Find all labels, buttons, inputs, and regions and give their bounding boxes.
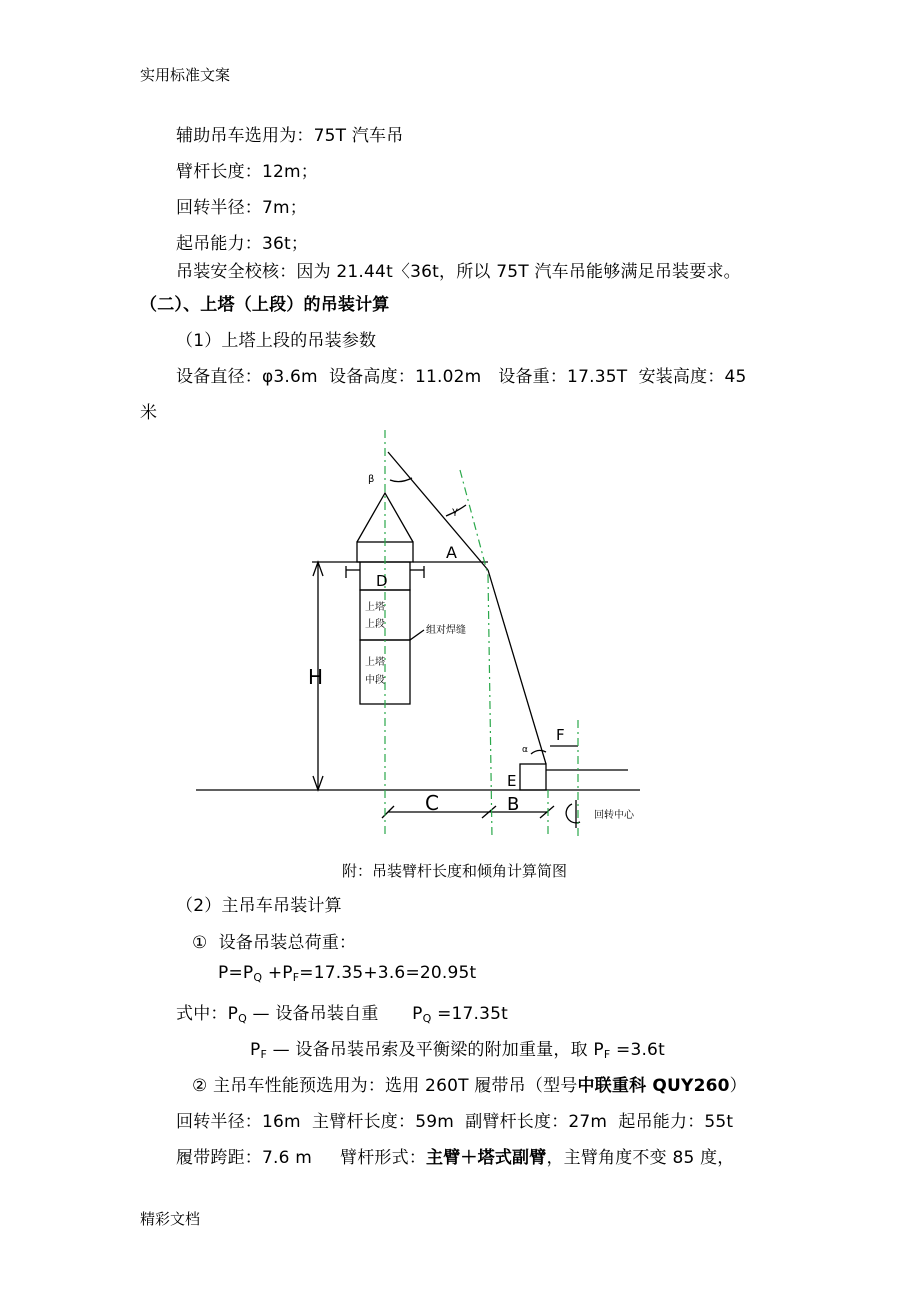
- aux-crane-line: 辅助吊车选用为：75T 汽车吊: [176, 126, 404, 146]
- label-weld: 组对焊缝: [426, 625, 466, 636]
- item-2: ② 主吊车性能预选用为：选用 260T 履带吊（型号中联重科 QUY260）: [192, 1076, 747, 1096]
- section-title: （二）、上塔（上段）的吊装计算: [140, 295, 390, 315]
- subsection-1: （1）上塔上段的吊装参数: [176, 331, 377, 351]
- label-beta: β: [368, 474, 375, 485]
- pf-line: $P_F$ — 设备吊装吊索及平衡梁的附加重量，取 $P_F =3.6t$: [250, 1040, 665, 1061]
- boom-length-line: 臂杆长度：12m；: [176, 162, 318, 182]
- label-d: D: [376, 572, 388, 590]
- label-rotation-center: 回转中心: [594, 810, 634, 821]
- label-gamma: γ: [452, 506, 458, 517]
- label-alpha: α: [522, 745, 528, 755]
- label-f: F: [556, 726, 565, 744]
- page-footer: 精彩文档: [140, 1210, 201, 1228]
- label-b: B: [507, 794, 520, 815]
- main-boom-line: [488, 570, 546, 764]
- params-line-cont: 米: [140, 403, 158, 423]
- params-line: 设备直径：φ3.6m 设备高度：11.02m 设备重：17.35T 安装高度：45: [176, 367, 747, 387]
- capacity-line: 起吊能力：36t；: [176, 234, 309, 254]
- item-1: ① 设备吊装总荷重：: [192, 933, 357, 953]
- label-c: C: [425, 791, 439, 815]
- formula-line: $P=P_Q +P_F=17.35+3.6=20.95t$: [218, 963, 477, 984]
- page-header: 实用标准文案: [140, 66, 231, 84]
- label-a: A: [446, 543, 457, 562]
- label-middle-1: 上塔: [365, 657, 385, 668]
- crane-base: [520, 764, 546, 790]
- vessel-cone: [357, 493, 413, 542]
- label-upper-1: 上塔: [365, 602, 385, 613]
- label-middle-2: 中段: [365, 675, 385, 686]
- boom-centerline: [488, 575, 492, 838]
- label-h: H: [308, 665, 324, 689]
- label-upper-2: 上段: [365, 619, 385, 630]
- safety-check-line: 吊装安全校核：因为 21.44t〈36t，所以 75T 汽车吊能够满足吊装要求。: [176, 262, 741, 282]
- track-line: 履带跨距：7.6 m 臂杆形式：主臂＋塔式副臂，主臂角度不变 85 度，: [176, 1148, 735, 1168]
- figure-caption: 附：吊装臂杆长度和倾角计算简图: [342, 862, 568, 880]
- jib-line: [388, 452, 488, 570]
- crane-params-line: 回转半径：16m 主臂杆长度：59m 副臂杆长度：27m 起吊能力：55t: [176, 1112, 734, 1132]
- where-line: 式中：$P_Q$ — 设备吊装自重 $P_Q =17.35t$: [176, 1004, 509, 1025]
- label-e: E: [507, 772, 517, 790]
- radius-line: 回转半径：7m；: [176, 198, 307, 218]
- subsection-2: （2）主吊车吊装计算: [176, 896, 342, 916]
